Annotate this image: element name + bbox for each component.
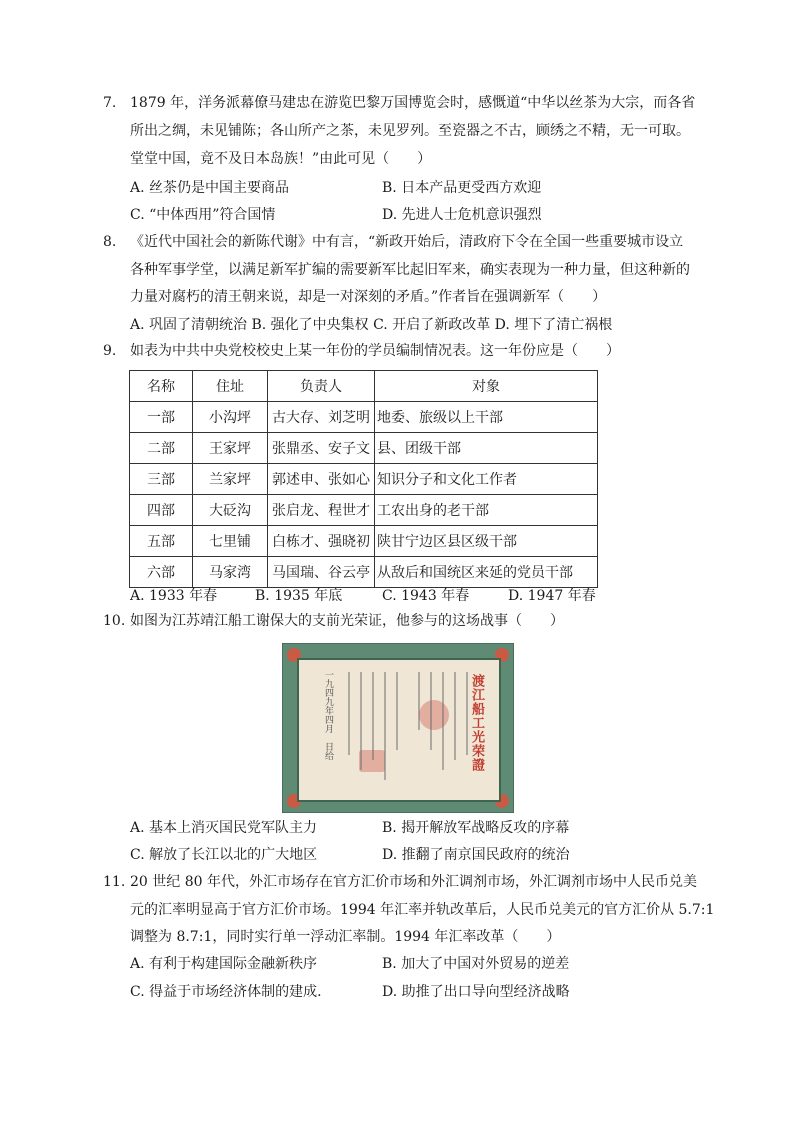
cell-address: 大砭沟 — [193, 495, 268, 526]
question-9-stem: 如表为中共中央党校校史上某一年份的学员编制情况表。这一年份应是（ ） — [130, 343, 620, 359]
question-7-number: 7. — [103, 95, 117, 111]
cell-target: 县、团级干部 — [375, 433, 598, 464]
question-11-stem-line-3: 调整为 8.7:1，同时实行单一浮动汇率制。1994 年汇率改革（ ） — [130, 929, 561, 945]
cell-leader: 古大存、刘芝明 — [268, 402, 375, 433]
cell-leader: 张鼎丞、安子文 — [268, 433, 375, 464]
question-10-option-a[interactable]: A. 基本上消灭国民党军队主力 — [130, 820, 318, 836]
question-7-stem-line-1: 1879 年，洋务派幕僚马建忠在游览巴黎万国博览会时，感慨道“中华以丝茶为大宗，而各省 — [130, 95, 696, 111]
certificate-paper — [297, 658, 501, 802]
cell-address: 王家坪 — [193, 433, 268, 464]
question-7-stem-line-3: 堂堂中国，竟不及日本岛族！”由此可见（ ） — [130, 151, 432, 167]
question-8-stem-line-3: 力量对腐朽的清王朝来说，却是一对深刻的矛盾。”作者旨在强调新军（ ） — [130, 289, 607, 305]
table-row — [130, 464, 598, 495]
cell-name: 五部 — [130, 526, 193, 557]
header-leader: 负责人 — [268, 371, 375, 402]
cell-leader: 郭述申、张如心 — [268, 464, 375, 495]
question-10-stem: 如图为江苏靖江船工谢保大的支前光荣证，他参与的这场战事（ ） — [130, 613, 564, 629]
question-9-option-c[interactable]: C. 1943 年春 — [382, 588, 470, 604]
cell-target: 陕甘宁边区县区级干部 — [375, 526, 598, 557]
question-8-number: 8. — [103, 234, 117, 250]
header-target: 对象 — [375, 371, 598, 402]
header-address: 住址 — [193, 371, 268, 402]
cell-target: 从敌后和国统区来延的党员干部 — [375, 557, 598, 588]
cell-name: 四部 — [130, 495, 193, 526]
question-11-stem-line-2: 元的汇率明显高于官方汇价市场。1994 年汇率并轨改革后，人民币兑美元的官方汇价从 5.7:1 — [130, 902, 715, 918]
question-10-option-c[interactable]: C. 解放了长江以北的广大地区 — [130, 847, 318, 863]
cell-address: 马家湾 — [193, 557, 268, 588]
table-row — [130, 495, 598, 526]
question-10-option-d[interactable]: D. 推翻了南京国民政府的统治 — [382, 847, 570, 863]
question-8-options[interactable]: A. 巩固了清朝统治 B. 强化了中央集权 C. 开启了新政改革 D. 埋下了清亡祸根 — [130, 317, 613, 333]
student-roster-table — [129, 370, 598, 588]
question-9-number: 9. — [103, 343, 117, 359]
cell-name: 六部 — [130, 557, 193, 588]
cell-leader: 马国瑞、谷云亭 — [268, 557, 375, 588]
cell-target: 知识分子和文化工作者 — [375, 464, 598, 495]
question-7-stem-line-2: 所出之绸，未见铺陈；各山所产之茶，未见罗列。至瓷器之不古，顾绣之不精，无一可取。 — [130, 123, 690, 139]
certificate-title: 渡江船工光荣證 — [469, 674, 484, 772]
question-11-stem-line-1: 20 世纪 80 年代，外汇市场存在官方汇价市场和外汇调剂市场，外汇调剂市场中人民币兑美 — [130, 874, 697, 890]
table-row — [130, 526, 598, 557]
question-8-stem-line-1: 《近代中国社会的新陈代谢》中有言，“新政开始后，清政府下令在全国一些重要城市设立 — [130, 234, 684, 250]
cell-leader: 张启龙、程世才 — [268, 495, 375, 526]
table-header-row — [130, 371, 598, 402]
cell-name: 一部 — [130, 402, 193, 433]
cell-leader: 白栋才、强晓初 — [268, 526, 375, 557]
question-9-option-d[interactable]: D. 1947 年春 — [508, 588, 596, 604]
cell-address: 小沟坪 — [193, 402, 268, 433]
question-10-option-b[interactable]: B. 揭开解放军战略反攻的序幕 — [382, 820, 570, 836]
question-11-option-a[interactable]: A. 有利于构建国际金融新秩序 — [130, 956, 318, 972]
question-9-option-a[interactable]: A. 1933 年春 — [130, 588, 218, 604]
cell-address: 兰家坪 — [193, 464, 268, 495]
question-9-option-b[interactable]: B. 1935 年底 — [255, 588, 343, 604]
table-row — [130, 433, 598, 464]
header-name: 名称 — [130, 371, 193, 402]
cell-address: 七里铺 — [193, 526, 268, 557]
cell-name: 三部 — [130, 464, 193, 495]
boatman-honor-certificate-image — [282, 643, 514, 813]
question-7-option-c[interactable]: C. “中体西用”符合国情 — [130, 207, 276, 223]
cell-target: 地委、旅级以上干部 — [375, 402, 598, 433]
cell-name: 二部 — [130, 433, 193, 464]
question-11-option-d[interactable]: D. 助推了出口导向型经济战略 — [382, 984, 570, 1000]
question-7-option-b[interactable]: B. 日本产品更受西方欢迎 — [382, 180, 542, 196]
question-11-option-b[interactable]: B. 加大了中国对外贸易的逆差 — [382, 956, 570, 972]
table-row — [130, 402, 598, 433]
question-7-option-d[interactable]: D. 先进人士危机意识强烈 — [382, 207, 542, 223]
handwritten-script-lines — [299, 660, 499, 800]
question-11-option-c[interactable]: C. 得益于市场经济体制的建成. — [130, 984, 322, 1000]
question-10-number: 10. — [103, 613, 126, 629]
certificate-date: 一九四九年四月 日给 — [323, 670, 333, 760]
question-8-stem-line-2: 各种军事学堂，以满足新军扩编的需要新军比起旧军来，确实表现为一种力量，但这种新的 — [130, 262, 690, 278]
table-row — [130, 557, 598, 588]
cell-target: 工农出身的老干部 — [375, 495, 598, 526]
question-7-option-a[interactable]: A. 丝茶仍是中国主要商品 — [130, 180, 290, 196]
question-11-number: 11. — [103, 874, 126, 890]
